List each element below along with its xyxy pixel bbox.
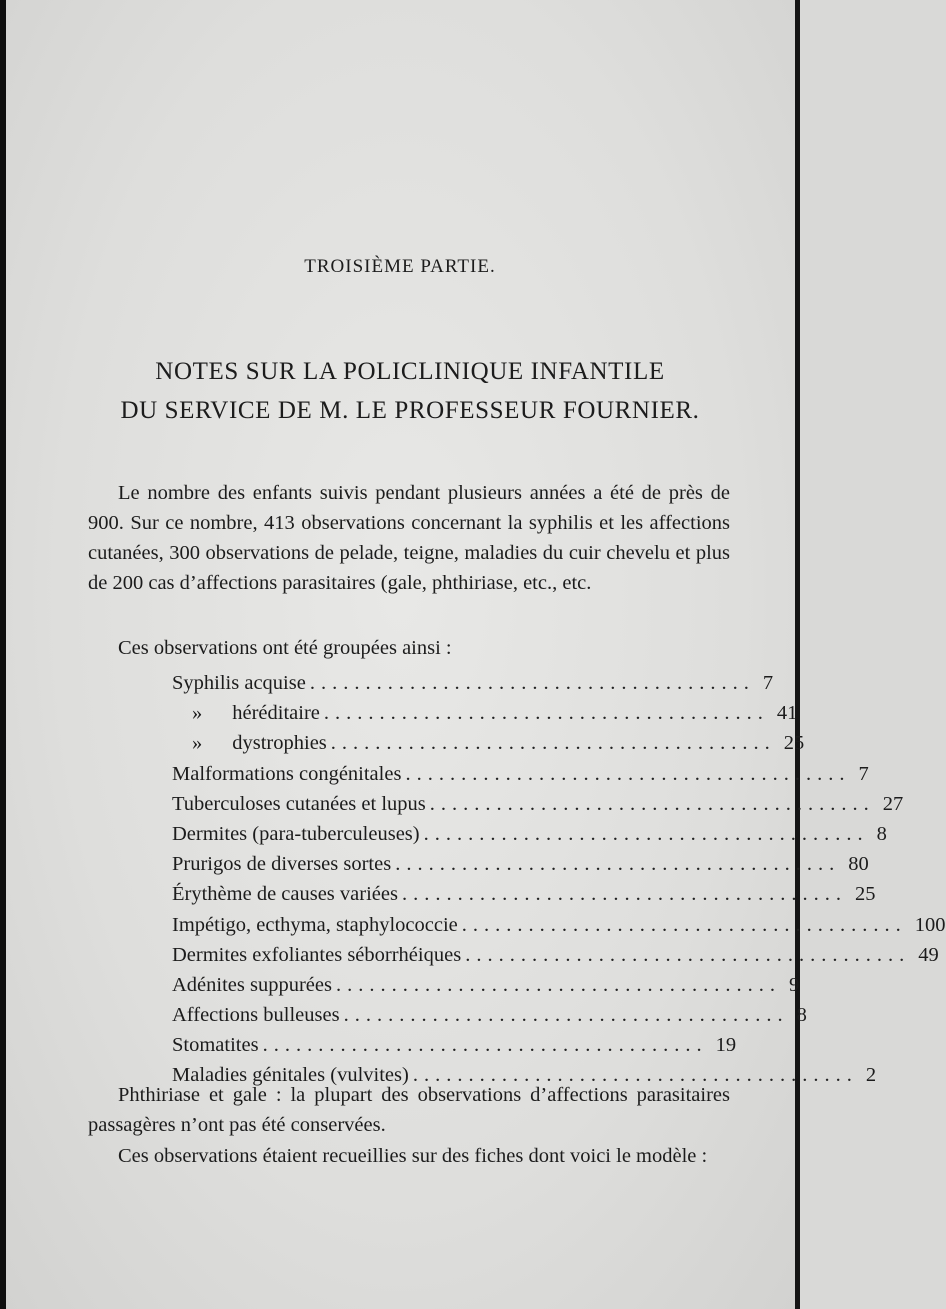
observation-row <box>172 762 869 793</box>
observation-row <box>172 792 904 823</box>
leader-dots: ........................................ <box>330 732 776 755</box>
ditto-mark: » <box>192 702 203 725</box>
leader-dots: ........................................ <box>405 762 851 785</box>
observation-count: 41 <box>776 702 798 725</box>
observation-row <box>172 732 805 762</box>
leader-dots: ........................................ <box>461 913 907 936</box>
observation-label: Maladies génitales (vulvites) <box>172 1064 409 1087</box>
observation-label: Dermites (para-tuberculeuses) <box>172 822 420 845</box>
observation-count: 49 <box>918 943 939 966</box>
grouping-intro <box>88 633 730 663</box>
note-paragraph-text: Phthiriase et gale : la plupart des observations d’affections parasitaires passagères n’ont pas été conservées. <box>88 1084 730 1136</box>
observation-row <box>172 1034 737 1064</box>
observation-label: Érythème de causes variées <box>172 883 398 906</box>
observation-label: Affections bulleuses <box>172 1004 340 1027</box>
scan-edge-right <box>795 0 800 1309</box>
observation-row <box>172 672 774 702</box>
observation-count: 25 <box>783 732 805 755</box>
observation-label: Syphilis acquise <box>172 672 306 694</box>
observation-count: 9 <box>788 973 800 996</box>
note-paragraph <box>88 1080 730 1140</box>
observation-row <box>172 822 887 853</box>
main-title <box>60 352 760 430</box>
leader-dots: ........................................ <box>465 943 911 966</box>
observation-row <box>172 943 939 974</box>
observation-row <box>172 853 869 883</box>
intro-paragraph-text: Le nombre des enfants suivis pendant plusieurs années a été de près de 900. Sur ce nombre, 413 observations concernant la syphilis et les affections cutanées, 300 observations de pelade, teigne, maladies du cuir chevelu et plus de 200 cas d’affections parasitaires (gale, phthiriase, etc., etc. <box>88 482 730 594</box>
observation-count: 25 <box>854 883 876 906</box>
main-title-line-2: DU SERVICE DE M. LE PROFESSEUR FOURNIER. <box>120 397 700 424</box>
grouping-intro-text: Ces observations ont été groupées ainsi : <box>118 637 452 659</box>
observation-label: dystrophies <box>232 732 327 755</box>
observation-count: 27 <box>882 792 904 815</box>
observation-label: Stomatites <box>172 1034 259 1057</box>
observation-row <box>172 913 946 944</box>
leader-dots: ........................................ <box>335 973 781 996</box>
leader-dots: ........................................ <box>401 883 847 906</box>
leader-dots: ........................................ <box>343 1004 789 1027</box>
leader-dots: ........................................ <box>423 822 869 845</box>
observation-count: 80 <box>848 853 869 876</box>
observation-count: 7 <box>858 762 869 785</box>
observation-count: 100 <box>914 913 946 936</box>
observation-label: Tuberculoses cutanées et lupus <box>172 792 426 815</box>
observation-count: 2 <box>865 1064 877 1087</box>
observation-list <box>172 672 946 1095</box>
observation-count: 19 <box>715 1034 737 1057</box>
observation-label: héréditaire <box>232 702 320 725</box>
leader-dots: ........................................ <box>395 853 841 876</box>
ditto-mark: » <box>192 732 203 755</box>
leader-dots: ........................................ <box>309 672 755 694</box>
leader-dots: ........................................ <box>323 702 769 725</box>
observation-count: 7 <box>762 672 774 694</box>
part-title: TROISIÈME PARTIE. <box>304 256 496 277</box>
observation-row <box>172 883 876 913</box>
closing-paragraph <box>88 1141 730 1171</box>
leader-dots: ........................................ <box>412 1064 858 1087</box>
observation-label: Dermites exfoliantes séborrhéiques <box>172 943 462 966</box>
observation-row <box>172 973 800 1004</box>
scan-edge-left <box>0 0 6 1309</box>
observation-count: 8 <box>796 1004 807 1027</box>
observation-row <box>172 1004 807 1034</box>
leader-dots: ........................................ <box>262 1034 708 1057</box>
intro-paragraph <box>88 478 730 598</box>
main-title-line-1: NOTES SUR LA POLICLINIQUE INFANTILE <box>155 358 665 385</box>
leader-dots: ........................................ <box>429 792 875 815</box>
observation-row <box>172 702 798 732</box>
closing-paragraph-text: Ces observations étaient recueillies sur des fiches dont voici le modèle : <box>118 1145 708 1167</box>
observation-label: Impétigo, ecthyma, staphylococcie <box>172 913 458 936</box>
observation-label: Adénites suppurées <box>172 973 332 996</box>
observation-label: Malformations congénitales <box>172 762 402 785</box>
observation-label: Prurigos de diverses sortes <box>172 853 392 876</box>
observation-count: 8 <box>876 822 887 845</box>
